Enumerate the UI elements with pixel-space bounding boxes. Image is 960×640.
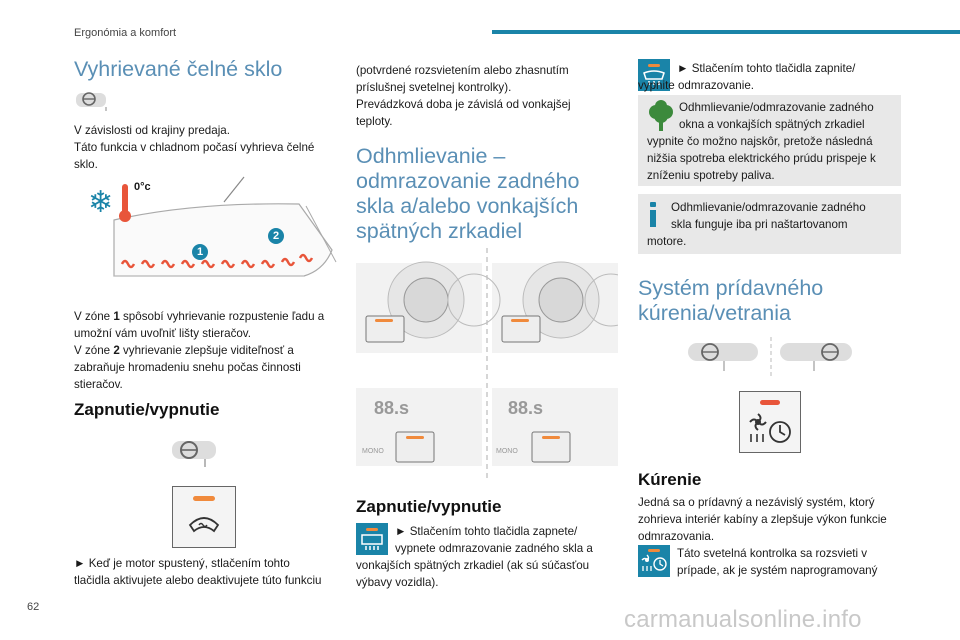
rear-defrost-text-1: ► Stlačením tohto tlačidla zapnete/ — [395, 525, 578, 538]
eco-text-5: zníženiu spotreby paliva. — [647, 169, 775, 182]
cont-text-1: (potvrdené rozsvietením alebo zhasnutím — [356, 64, 569, 77]
aux-title-line-1: Systém prídavného — [638, 276, 824, 300]
steering-wheel-icon-2 — [172, 437, 218, 474]
zone-2-text-2: zabraňuje hromadeniu snehu počas činnosti — [74, 361, 301, 374]
cont-text-2: príslušnej svetelnej kontrolky). — [356, 81, 512, 94]
mono-label-1: MONO — [362, 448, 384, 455]
aux-title-line-2: kúrenia/vetrania — [638, 301, 791, 325]
intro-text-1: V závislosti od krajiny predaja. — [74, 124, 230, 137]
page-number: 62 — [27, 601, 40, 613]
onoff-text-1: ► Keď je motor spustený, stlačením tohto — [74, 557, 290, 570]
heated-windshield-title: Vyhrievané čelné sklo — [74, 57, 283, 81]
cont-text-4: teploty. — [356, 115, 393, 128]
zone-1-text: V zóne 1 spôsobí vyhrievanie rozpustenie ľadu a — [74, 310, 325, 323]
info-note — [638, 194, 901, 254]
windshield-heat-icon — [188, 511, 220, 540]
indicator-led — [760, 400, 780, 405]
rear-defrost-text-3: vonkajších spätných zrkadiel (ak sú súčasťou — [356, 559, 590, 572]
defrost-section-title — [356, 144, 580, 244]
indicator-led — [193, 496, 215, 501]
heating-text-4: Táto svetelná kontrolka sa rozsvieti v — [677, 547, 868, 560]
eco-text-1: Odhmlievanie/odmrazovanie zadného — [679, 101, 874, 114]
zone-2-text-3: stieračov. — [74, 378, 123, 391]
eco-tree-icon — [648, 100, 674, 137]
mirror-text-2: vypnite odmrazovanie. — [638, 79, 754, 92]
info-text-2: skla funguje iba pri naštartovanom — [671, 218, 848, 231]
dashboard-diagram — [356, 248, 618, 480]
zone-1-marker: 1 — [192, 244, 208, 260]
rear-defrost-text-4: výbavy vozidla). — [356, 576, 439, 589]
header-bar — [492, 30, 960, 34]
watermark: carmanualsonline.info — [624, 606, 862, 633]
info-text-3: motore. — [647, 235, 687, 248]
aux-heating-title — [638, 276, 823, 326]
zone-1-text-2: umožní vám uvoľniť lišty stieračov. — [74, 327, 251, 340]
zone-2-marker: 2 — [268, 228, 284, 244]
windshield-heat-button[interactable] — [172, 486, 236, 548]
header-section: Ergonómia a komfort — [74, 27, 177, 39]
display-readout-1: 88.s — [374, 398, 410, 418]
eco-text-4: nižšia spotreba elektrického prúdu prispeje k — [647, 152, 876, 165]
svg-text:❄: ❄ — [88, 185, 114, 220]
aux-heating-button[interactable] — [739, 391, 801, 453]
eco-text-2: okna a vonkajších spätných zrkadiel — [679, 118, 865, 131]
heating-indicator-icon — [638, 545, 670, 577]
info-text-1: Odhmlievanie/odmrazovanie zadného — [671, 201, 866, 214]
defrost-title-line-2: odmrazovanie zadného — [356, 169, 580, 193]
display-readout-2: 88.s — [508, 398, 544, 418]
zone-2-text: V zóne 2 vyhrievanie zlepšuje viditeľnosť a — [74, 344, 294, 357]
intro-text-2: Táto funkcia v chladnom počasí vyhrieva čelné sklo. — [74, 141, 315, 171]
temp-label: 0°c — [134, 181, 151, 193]
eco-text-3: vypnite čo možno najskôr, pretože následná — [647, 135, 873, 148]
heating-text-5: prípade, ak je systém naprogramovaný — [677, 564, 878, 577]
defrost-title-line-1: Odhmlievanie – — [356, 144, 506, 168]
info-icon — [650, 202, 656, 228]
heating-text-3: odmrazovania. — [638, 530, 715, 543]
heating-text-2: zohrieva interiér kabíny a zlepšuje výkon funkcie — [638, 513, 887, 526]
fan-timer-icon — [747, 412, 793, 451]
defrost-title-line-3: skla a/alebo vonkajších — [356, 194, 579, 218]
mono-label-2: MONO — [496, 448, 518, 455]
steering-wheel-icon — [76, 90, 110, 117]
onoff-title-2: Zapnutie/vypnutie — [356, 497, 502, 516]
rear-defrost-icon — [356, 523, 388, 555]
onoff-title-1: Zapnutie/vypnutie — [74, 400, 220, 419]
windshield-diagram — [74, 172, 338, 290]
heating-title: Kúrenie — [638, 470, 702, 489]
steering-wheel-pair — [688, 337, 854, 377]
mirror-text-1: ► Stlačením tohto tlačidla zapnite/ — [677, 62, 856, 75]
rear-defrost-text-2: vypnete odmrazovanie zadného skla a — [395, 542, 593, 555]
heating-text-1: Jedná sa o prídavný a nezávislý systém, ktorý — [638, 496, 875, 509]
defrost-title-line-4: spätných zrkadiel — [356, 219, 523, 243]
cont-text-3: Prevádzková doba je závislá od vonkajšej — [356, 98, 571, 111]
onoff-text-2: tlačidla aktivujete alebo deaktivujete túto funkciu — [74, 574, 322, 587]
eco-note — [638, 95, 901, 186]
